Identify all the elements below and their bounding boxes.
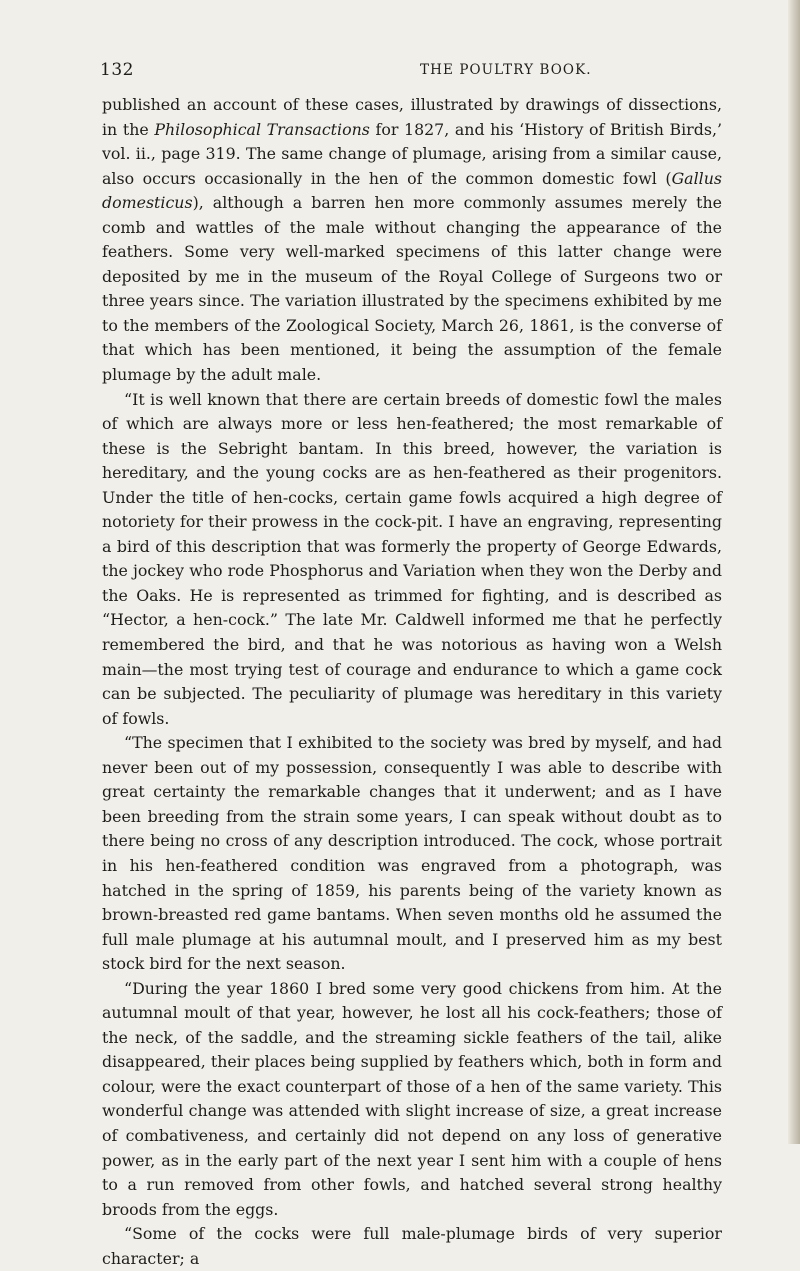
paragraph-2 — [102, 388, 722, 732]
body-text — [102, 93, 722, 1271]
text-run: “During the year 1860 I bred some very good chickens from him. At the autumnal moult of that year, however, he lost all his cock-feathers; those of the neck, of the saddle, and the streaming sickle feathers of the tail, alike disappeared, their places being supplied by feathers which, both in form and colour, were the exact counterpart of those of a hen of the same variety. This wonderful change was attended with slight increase of size, a great increase of combativeness, and certainly did not depend on any loss of generative power, as in the early part of the next year I sent him with a couple of hens to a run removed from other fowls, and hatched several strong healthy broods from the eggs. — [102, 978, 722, 1219]
running-title: THE POULTRY BOOK. — [420, 62, 592, 78]
text-run: for 1827, and his ‘History of British Birds,’ vol. ii., page 319. The same change of plumage, arising from a similar cause, also occurs occasionally in the hen of the common domestic fowl ( — [102, 119, 722, 188]
text-run-italic: Philosophical Transactions — [154, 119, 370, 139]
paragraph-5 — [102, 1222, 722, 1271]
paragraph-3 — [102, 731, 722, 976]
paragraph-4 — [102, 977, 722, 1222]
text-run: “It is well known that there are certain breeds of domestic fowl the males of which are always more or less hen-feathered; the most remarkable of these is the Sebright bantam. In this breed, however, the variation is hereditary, and the young cocks are as hen-feathered as their progenitors. Under the title of hen-cocks, certain game fowls acquired a high degree of notoriety for their prowess in the cock-pit. I have an engraving, representing a bird of this description that was formerly the property of George Edwards, the jockey who rode Phosphorus and Variation when they won the Derby and the Oaks. He is represented as trimmed for fighting, and is described as “Hector, a hen-cock.” The late Mr. Caldwell informed me that he perfectly remembered the bird, and that he was notorious as having won a Welsh main—the most trying test of courage and endurance to which a game cock can be subjected. The peculiarity of plumage was hereditary in this variety of fowls. — [102, 389, 722, 728]
text-run-italic: Gallus domesticus — [102, 168, 722, 213]
text-run: “The specimen that I exhibited to the society was bred by myself, and had never been out of my possession, consequently I was able to describe with great certainty the remarkable changes that it underwent; and as I have been breeding from the strain some years, I can speak without doubt as to there being no cross of any description introduced. The cock, whose portrait in his hen-feathered condition was engraved from a photograph, was hatched in the spring of 1859, his parents being of the variety known as brown-breasted red game bantams. When seven months old he assumed the full male plumage at his autumnal moult, and I preserved him as my best stock bird for the next season. — [102, 733, 722, 974]
text-run: “Some of the cocks were full male-plumage birds of very superior character; a — [102, 1224, 722, 1268]
text-run: published an account of these cases, illustrated by drawings of dissections, in the — [102, 95, 722, 139]
text-run: ), although a barren hen more commonly assumes merely the comb and wattles of the male without changing the appearance of the feathers. Some very well-marked specimens of this latter change were deposited by me in the museum of the Royal College of Surgeons two or three years since. The variation illustrated by the specimens exhibited by me to the members of the Zoological Society, March 26, 1861, is the converse of that which has been mentioned, it being the assumption of the female plumage by the adult male. — [102, 193, 722, 385]
paragraph-1 — [102, 93, 722, 388]
page-header — [100, 60, 700, 86]
page-number: 132 — [100, 60, 134, 80]
page-edge-shadow — [788, 0, 800, 1144]
